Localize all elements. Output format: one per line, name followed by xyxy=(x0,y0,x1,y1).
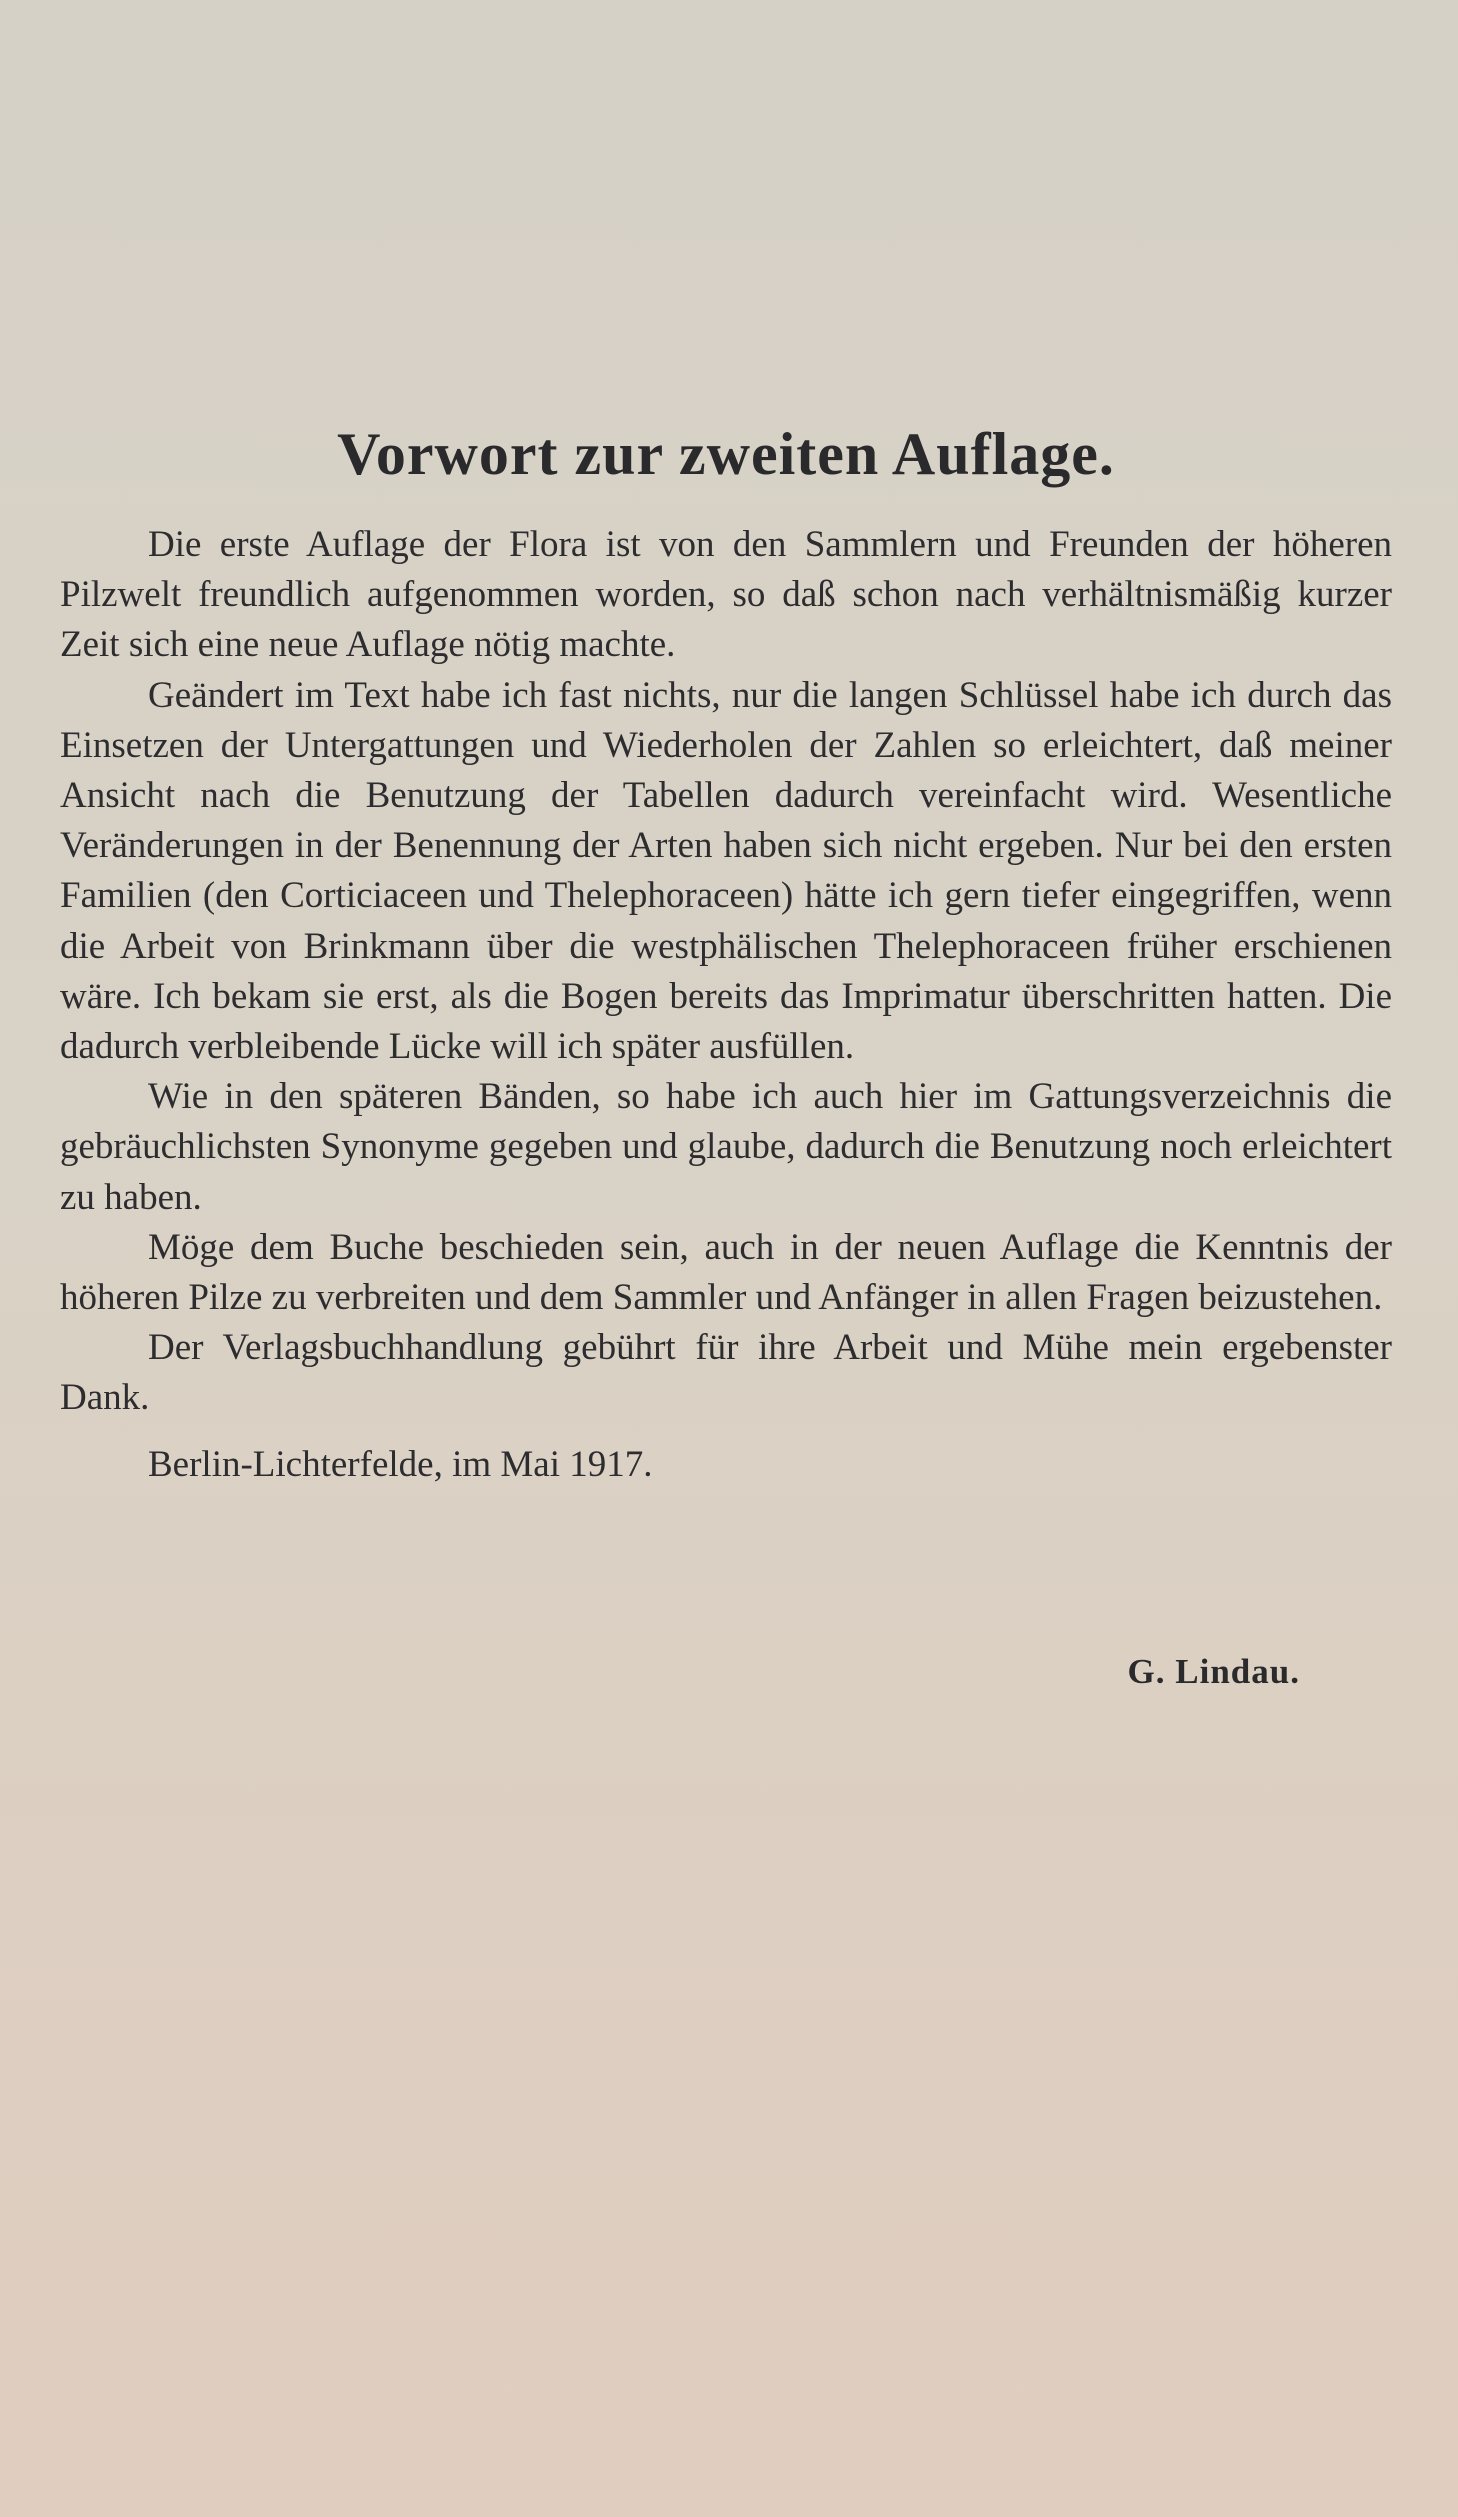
paragraph-3: Wie in den späteren Bänden, so habe ich auch hier im Gattungsverzeichnis die gebräuchlichsten Synonyme gegeben und glaube, dadurch die Benutzung noch erleichtert zu haben. xyxy=(60,1076,1392,1218)
preface-body xyxy=(60,520,1392,1490)
paragraph-1: Die erste Auflage der Flora ist von den Sammlern und Freunden der höheren Pilzwelt freundlich aufgenommen worden, so daß schon nach verhältnismäßig kurzer Zeit sich eine neue Auflage nötig machte. xyxy=(60,524,1392,666)
paragraph-5: Der Verlagsbuchhandlung gebührt für ihre Arbeit und Mühe mein ergebenster Dank. xyxy=(60,1327,1392,1419)
paragraph-2: Geändert im Text habe ich fast nichts, nur die langen Schlüssel habe ich durch das Einsetzen der Untergattungen und Wiederholen der Zahlen so erleichtert, daß meiner Ansicht nach die Benutzung der Tabellen dadurch vereinfacht wird. Wesentliche Veränderungen in der Benennung der Arten haben sich nicht ergeben. Nur bei den ersten Familien (den Corticiaceen und Thelephoraceen) hätte ich gern tiefer eingegriffen, wenn die Arbeit von Brinkmann über die westphälischen Thelephoraceen früher erschienen wäre. Ich bekam sie erst, als die Bogen bereits das Imprimatur überschritten hatten. Die dadurch verbleibende Lücke will ich später ausfüllen. xyxy=(60,674,1392,1068)
signature: G. Lindau. xyxy=(1127,1652,1300,1691)
paragraph-4: Möge dem Buche beschieden sein, auch in der neuen Auflage die Kenntnis der höheren Pilze zu verbreiten und dem Sammler und Anfänger in allen Fragen beizustehen. xyxy=(60,1226,1392,1319)
place-date: Berlin-Lichterfelde, im Mai 1917. xyxy=(148,1443,653,1485)
page-title: Vorwort zur zweiten Auflage. xyxy=(337,421,1115,487)
